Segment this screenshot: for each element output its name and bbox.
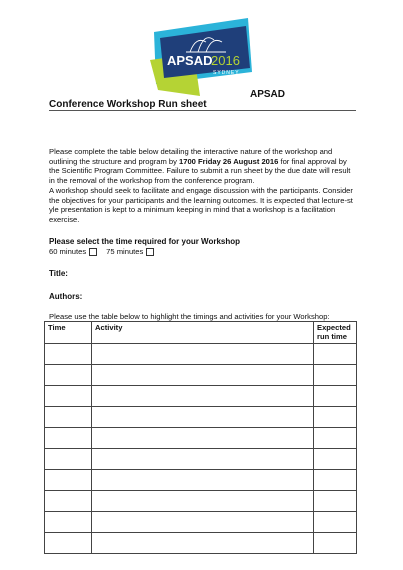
title-field-label: Title: <box>49 269 68 278</box>
expected-run-time-cell[interactable] <box>314 470 357 491</box>
time-cell[interactable] <box>45 491 92 512</box>
header-activity: Activity <box>92 322 314 344</box>
time-select-question: Please select the time required for your Workshop <box>49 237 241 246</box>
org-label: APSAD <box>250 89 286 100</box>
activity-cell[interactable] <box>92 449 314 470</box>
activity-cell[interactable] <box>92 470 314 491</box>
table-row <box>45 344 357 365</box>
time-cell[interactable] <box>45 407 92 428</box>
option-75-label: 75 minutes <box>106 247 144 256</box>
run-sheet-table <box>44 321 357 554</box>
activity-cell[interactable] <box>92 491 314 512</box>
activity-cell[interactable] <box>92 365 314 386</box>
time-cell[interactable] <box>45 533 92 554</box>
table-row <box>45 449 357 470</box>
expected-run-time-cell[interactable] <box>314 449 357 470</box>
time-cell[interactable] <box>45 512 92 533</box>
time-cell[interactable] <box>45 344 92 365</box>
table-row <box>45 512 357 533</box>
time-cell[interactable] <box>45 428 92 449</box>
logo-year: 2016 <box>211 53 240 68</box>
apsad-2016-logo <box>150 18 252 96</box>
table-row <box>45 533 357 554</box>
table-row <box>45 470 357 491</box>
option-60-checkbox[interactable] <box>89 248 97 256</box>
expected-run-time-cell[interactable] <box>314 428 357 449</box>
expected-run-time-cell[interactable] <box>314 386 357 407</box>
activity-cell[interactable] <box>92 386 314 407</box>
time-cell[interactable] <box>45 470 92 491</box>
header-expected-run-time: Expected run time <box>314 322 357 344</box>
activity-cell[interactable] <box>92 428 314 449</box>
table-row <box>45 428 357 449</box>
time-cell[interactable] <box>45 365 92 386</box>
activity-cell[interactable] <box>92 533 314 554</box>
logo-graphic <box>150 18 252 96</box>
option-60-label: 60 minutes <box>49 247 87 256</box>
activity-cell[interactable] <box>92 512 314 533</box>
expected-run-time-cell[interactable] <box>314 512 357 533</box>
table-row <box>45 491 357 512</box>
expected-run-time-cell[interactable] <box>314 533 357 554</box>
expected-run-time-cell[interactable] <box>314 407 357 428</box>
time-options <box>49 247 163 256</box>
logo-city: SYDNEY <box>213 70 240 76</box>
activity-cell[interactable] <box>92 344 314 365</box>
authors-field-label: Authors: <box>49 292 83 301</box>
deadline-text: 1700 Friday 26 August 2016 <box>179 156 279 166</box>
expected-run-time-cell[interactable] <box>314 344 357 365</box>
table-instructions: Please use the table below to highlight the timings and activities for your Workshop: <box>49 312 330 321</box>
document-title: Conference Workshop Run sheet <box>49 99 207 110</box>
intro-text-end: for final approval by the Scientific Program Committee. Failure to submit a run sheet by the due date will result in the removal of the workshop from the conference program. <box>49 156 351 185</box>
intro-paragraph-1 <box>49 147 354 185</box>
expected-run-time-cell[interactable] <box>314 491 357 512</box>
expected-run-time-cell[interactable] <box>314 365 357 386</box>
option-75-checkbox[interactable] <box>146 248 154 256</box>
time-cell[interactable] <box>45 449 92 470</box>
time-cell[interactable] <box>45 386 92 407</box>
title-divider <box>49 110 356 111</box>
activity-cell[interactable] <box>92 407 314 428</box>
logo-wordmark: APSAD <box>167 53 213 68</box>
table-row <box>45 386 357 407</box>
table-header-row <box>45 322 357 344</box>
intro-text-start: Please complete the table below detailing the interactive nature of the workshop and outlining the structure and program by <box>49 147 333 166</box>
table-row <box>45 407 357 428</box>
table-body <box>45 344 357 554</box>
header-time: Time <box>45 322 92 344</box>
intro-paragraph-2: A workshop should seek to facilitate and engage discussion with the participants. Consider the objectives for your participants and the learning outcomes. It is expected that lecture-st yle presentation is kept to a minimum keeping in mind that a workshop is a facilitation exercise. <box>49 186 353 224</box>
table-row <box>45 365 357 386</box>
